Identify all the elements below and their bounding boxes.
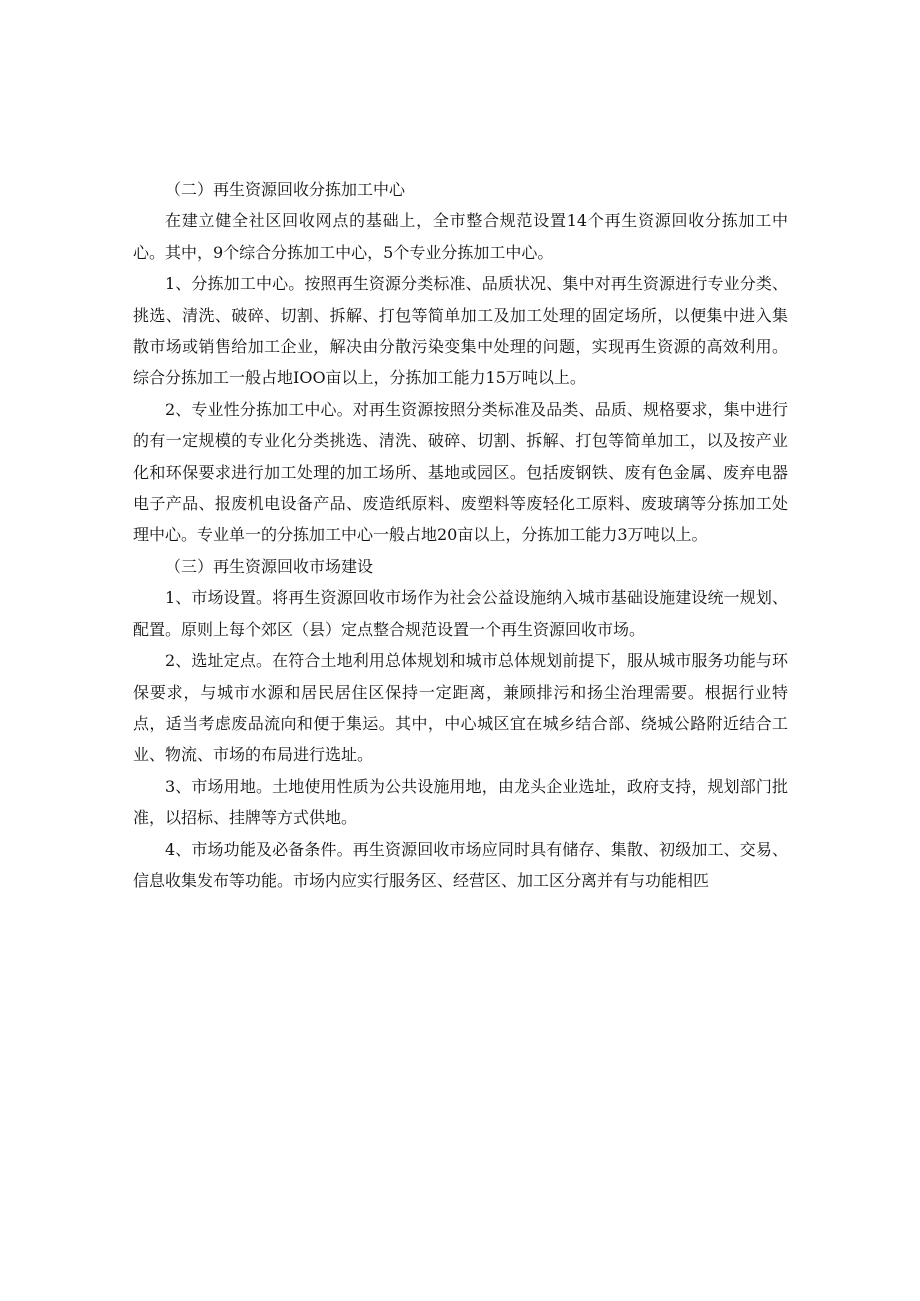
market-setup-paragraph: 1、市场设置。将再生资源回收市场作为社会公益设施纳入城市基础设施建设统一规划、配置。原则上每个郊区（县）定点整合规范设置一个再生资源回收市场。 [133, 588, 788, 639]
specialized-center-paragraph: 2、专业性分拣加工中心。对再生资源按照分类标准及品类、品质、规格要求，集中进行的有一定规模的专业化分类挑选、清洗、破碎、切割、拆解、打包等简单加工，以及按产业化和环保要求进行加工处理的加工场所、基地或园区。包括废钢铁、废有色金属、废弃电器电子产品、报废机电设备产品、废造纸原料、废塑料等废轻化工原料、废玻璃等分拣加工处理中心。专业单一的分拣加工中心一般占地20亩以上，分拣加工能力3万吨以上。 [133, 399, 788, 545]
site-selection-paragraph: 2、选址定点。在符合土地利用总体规划和城市总体规划前提下，服从城市服务功能与环保要求，与城市水源和居民居住区保持一定距离，兼顾排污和扬尘治理需要。根据行业特点，适当考虑废品流向和便于集运。其中，中心城区宜在城乡结合部、绕城公路附近结合工业、物流、市场的布局进行选址。 [133, 651, 788, 765]
market-land-paragraph: 3、市场用地。土地使用性质为公共设施用地，由龙头企业选址，政府支持，规划部门批准，以招标、挂牌等方式供地。 [133, 776, 788, 828]
intro-paragraph: 在建立健全社区回收网点的基础上，全市整合规范设置14个再生资源回收分拣加工中心。其中，9个综合分拣加工中心，5个专业分拣加工中心。 [133, 211, 788, 262]
sorting-center-paragraph: 1、分拣加工中心。按照再生资源分类标准、品质状况、集中对再生资源进行专业分类、挑选、清洗、破碎、切割、拆解、打包等简单加工及加工处理的固定场所，以便集中进入集散市场或销售给加工企业，解决由分散污染变集中处理的问题，实现再生资源的高效利用。综合分拣加工一般占地IOO亩以上，分拣加工能力15万吨以上。 [133, 274, 788, 388]
section-heading-2: （二）再生资源回收分拣加工中心 [165, 180, 406, 199]
section-heading-3: （三）再生资源回收市场建设 [165, 556, 374, 576]
market-function-paragraph: 4、市场功能及必备条件。再生资源回收市场应同时具有储存、集散、初级加工、交易、信息收集发布等功能。市场内应实行服务区、经营区、加工区分离并有与功能相匹 [133, 839, 788, 890]
document-body [133, 174, 788, 896]
